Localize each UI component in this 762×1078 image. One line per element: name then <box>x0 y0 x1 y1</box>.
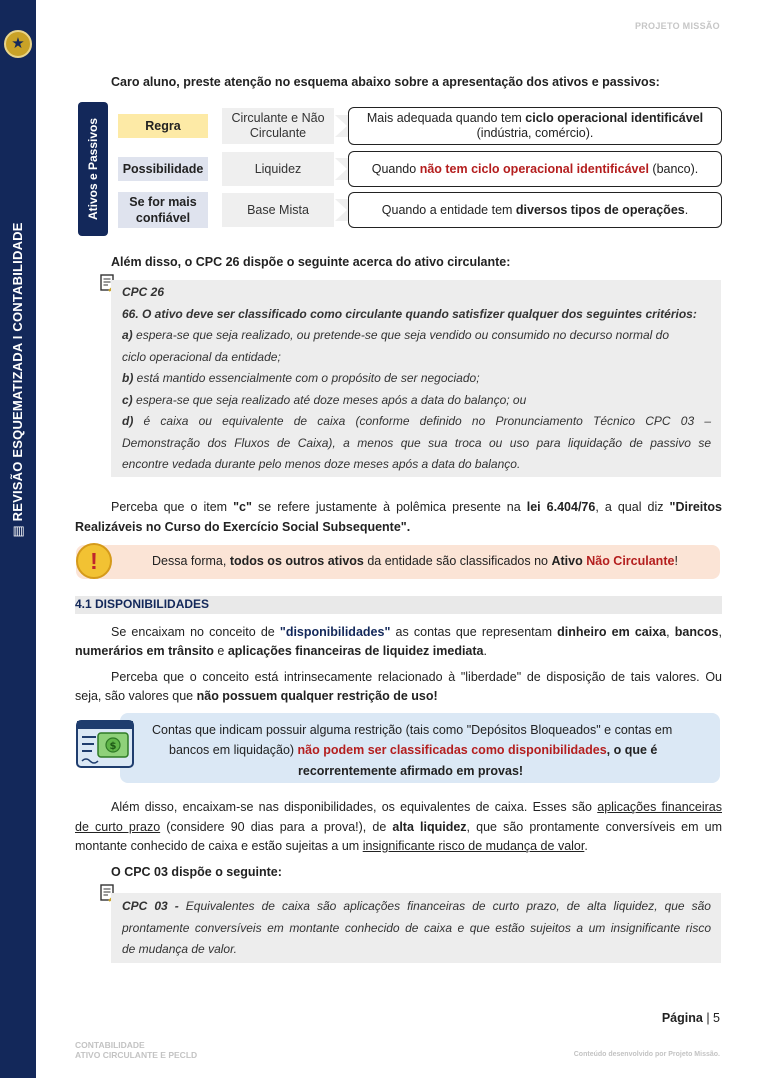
schema-right-possibilidade: Quando não tem ciclo operacional identificável (banco). <box>348 151 722 187</box>
money-document-icon <box>76 717 138 771</box>
footer-subject: CONTABILIDADE ATIVO CIRCULANTE E PECLD <box>75 1040 198 1060</box>
logo-badge-icon: ★ <box>4 30 32 58</box>
project-header: PROJETO MISSÃO <box>634 21 720 31</box>
cpc26-quote <box>111 280 721 477</box>
arrow-icon <box>335 115 348 137</box>
intro-text: Caro aluno, preste atenção no esquema abaixo sobre a apresentação dos ativos e passivos: <box>111 75 660 89</box>
cpc26-b: b) está mantido essencialmente com o propósito de ser negociado; <box>122 371 480 385</box>
cpc26-c: c) espera-se que seja realizado até doze meses após a data do balanço; ou <box>122 392 527 407</box>
schema-vertical-label: Ativos e Passivos <box>78 102 108 236</box>
cpc26-d-cont2: encontre vedada durante pelo menos doze meses após a data do balanço. <box>122 457 521 471</box>
schema-label-confiavel: Se for mais confiável <box>118 192 208 228</box>
warning-icon: ! <box>76 543 112 579</box>
cpc26-a-cont: ciclo operacional da entidade; <box>122 349 281 364</box>
cpc26-a: a) espera-se que seja realizado, ou pretende-se que seja vendido ou consumido no decurso normal do <box>122 328 670 342</box>
cpc26-item: 66. O ativo deve ser classificado como circulante quando satisfizer qualquer dos seguintes critérios: <box>122 306 697 321</box>
schema-middle-regra: Circulante e Não Circulante <box>222 108 334 144</box>
callout-restricao-line2: bancos em liquidação) não podem ser classificadas como disponibilidades, o que é <box>169 743 658 757</box>
section-title: 4.1 DISPONIBILIDADES <box>75 597 210 611</box>
paragraph-equivalentes: Além disso, encaixam-se nas disponibilidades, os equivalentes de caixa. Esses são aplicações financeiras <box>111 800 722 814</box>
schema-right-base-mista: Quando a entidade tem diversos tipos de operações. <box>348 192 722 228</box>
paragraph-equivalentes-line3: montante conhecido de caixa e estão sujeitas a um insignificante risco de mudança de valor. <box>75 839 588 853</box>
page-number: Página | 5 <box>661 1011 720 1025</box>
paragraph-item-c: Perceba que o item "c" se refere justamente à polêmica presente na lei 6.404/76, a qual diz "Direitos <box>111 500 722 514</box>
paragraph-item-c-cont: Realizáveis no Curso do Exercício Social Subsequente". <box>75 520 411 534</box>
arrow-icon <box>335 158 348 180</box>
arrow-icon <box>335 199 348 221</box>
callout-restricao-line3: recorrentemente afirmado em provas! <box>298 764 524 778</box>
cpc26-d-cont: Demonstração dos Fluxos de Caixa), a menos que sua troca ou uso para liquidação de passivo se <box>122 435 711 450</box>
paragraph-disponibilidades: Se encaixam no conceito de "disponibilidades" as contas que representam dinheiro em caixa, bancos, <box>111 625 722 639</box>
schema-label-regra: Regra <box>118 114 208 138</box>
paragraph-disponibilidades-cont: numerários em trânsito e aplicações financeiras de liquidez imediata. <box>75 644 487 658</box>
cpc03-intro: O CPC 03 dispõe o seguinte: <box>111 865 282 879</box>
cpc26-intro: Além disso, o CPC 26 dispõe o seguinte acerca do ativo circulante: <box>111 255 511 269</box>
callout-warning-text: Dessa forma, todos os outros ativos da entidade são classificados no Ativo Não Circulante! <box>152 554 678 568</box>
schema-right-regra: Mais adequada quando tem ciclo operacional identificável (indústria, comércio). <box>348 107 722 145</box>
paragraph-equivalentes-line2: de curto prazo (considere 90 dias para a prova!), de alta liquidez, que são prontamente conversíveis em um <box>75 820 722 834</box>
cpc03-line2: prontamente conversíveis em montante conhecido de caixa e que estão sujeitos a um insignificante risco <box>122 920 711 935</box>
footer-credit: Conteúdo desenvolvido por Projeto Missão. <box>573 1051 720 1058</box>
sidebar-title: ▤ REVISÃO ESQUEMATIZADA I CONTABILIDADE <box>10 222 25 538</box>
paragraph-liberdade-cont: seja, são valores que não possuem qualquer restrição de uso! <box>75 689 438 703</box>
callout-restricao-line1: Contas que indicam possuir alguma restrição (tais como "Depósitos Bloqueados" e contas em <box>152 723 673 737</box>
schema-middle-base-mista: Base Mista <box>222 193 334 227</box>
svg-text:$: $ <box>109 741 117 752</box>
cpc03-line1: CPC 03 - Equivalentes de caixa são aplicações financeiras de curto prazo, de alta liquidez, que são <box>122 899 711 913</box>
cpc03-quote <box>111 893 721 963</box>
cpc26-d: d) é caixa ou equivalente de caixa (conforme definido no Pronunciamento Técnico CPC 03 – <box>122 414 711 428</box>
cpc03-line3: de mudança de valor. <box>122 942 237 956</box>
cpc26-title: CPC 26 <box>122 285 165 299</box>
section-title-bar <box>75 596 722 614</box>
schema-label-possibilidade: Possibilidade <box>118 157 208 181</box>
schema-middle-possibilidade: Liquidez <box>222 152 334 186</box>
paragraph-liberdade: Perceba que o conceito está intrinsecamente relacionado à "liberdade" de disposição de tais valores. Ou <box>111 670 722 684</box>
sidebar <box>0 0 36 1078</box>
